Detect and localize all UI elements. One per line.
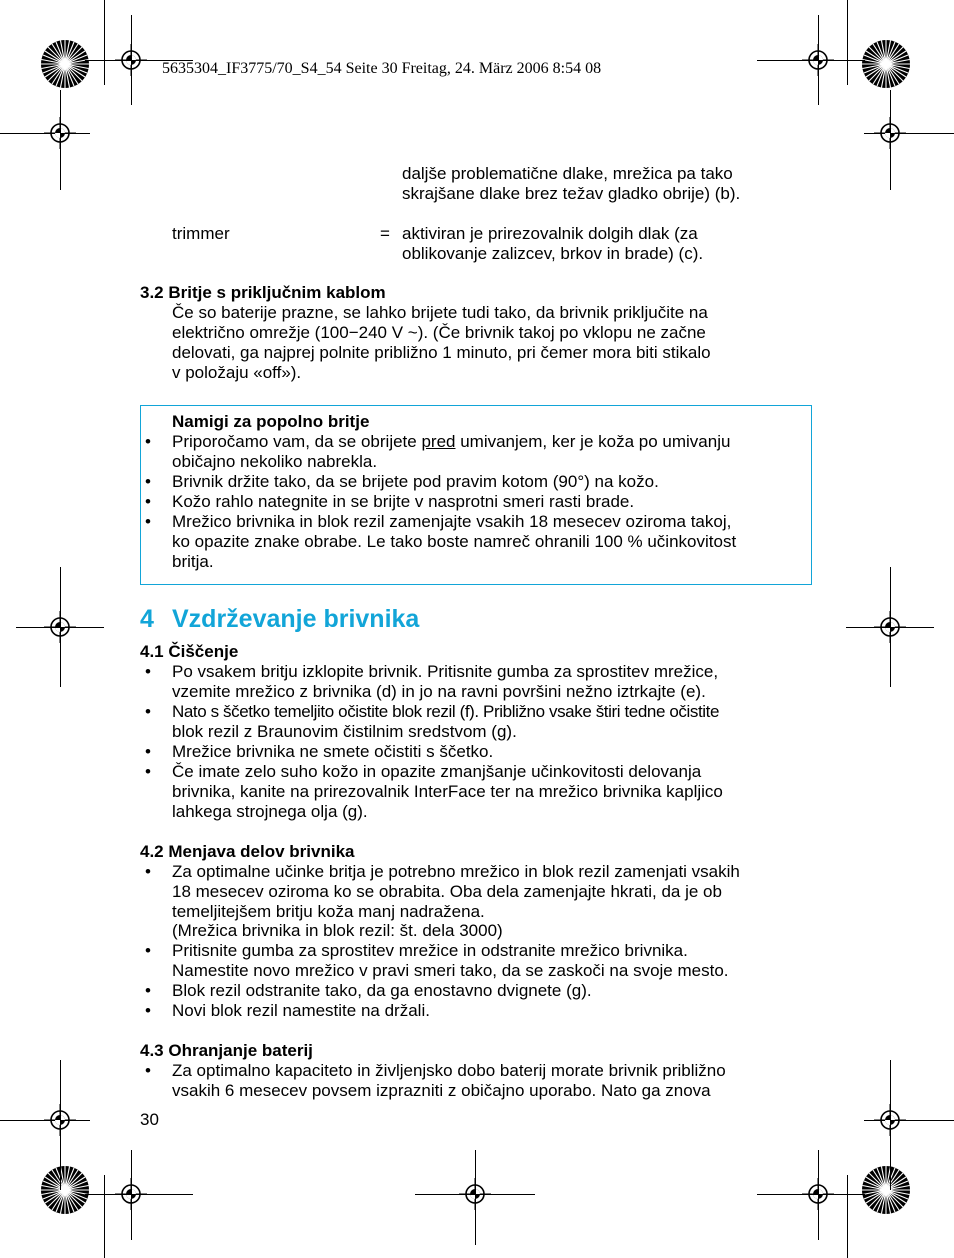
tip-item: Kožo rahlo nategnite in se brijte v nasprotni smeri rasti brade. bbox=[172, 492, 635, 511]
list-item: Novi blok rezil namestite na držali. bbox=[172, 1001, 430, 1020]
bullet-icon: • bbox=[145, 762, 151, 781]
tips-heading: Namigi za popolno britje bbox=[172, 412, 370, 431]
bullet-icon: • bbox=[145, 862, 151, 881]
list-item: vsakih 6 mesecev povsem izprazniti z običajno uporabo. Nato ga znova bbox=[172, 1081, 711, 1100]
crop-line bbox=[85, 1194, 193, 1195]
chapter-heading bbox=[140, 603, 419, 635]
tip-item: običajno nekoliko nabrekla. bbox=[172, 452, 378, 471]
crop-line bbox=[846, 627, 934, 628]
trim-line bbox=[847, 1175, 848, 1258]
crop-line bbox=[818, 15, 819, 105]
list-item: vzemite mrežico z brivnika (d) in jo na ravni površini nežno iztrkajte (e). bbox=[172, 682, 706, 701]
list-item: Pritisnite gumba za sprostitev mrežice in odstranite mrežico brivnika. bbox=[172, 941, 688, 960]
crop-line bbox=[818, 1150, 819, 1240]
paragraph-line: v položaju «off»). bbox=[172, 363, 302, 382]
paragraph-line: Če so baterije prazne, se lahko brijete tudi tako, da brivnik priključite na bbox=[172, 303, 708, 322]
crop-line bbox=[475, 1150, 476, 1245]
trim-line bbox=[104, 0, 105, 85]
crop-line bbox=[757, 1194, 865, 1195]
trimmer-label: trimmer bbox=[172, 224, 230, 243]
list-item: Blok rezil odstranite tako, da ga enostavno dvignete (g). bbox=[172, 981, 592, 1000]
trim-line bbox=[847, 0, 848, 85]
registration-mark-icon bbox=[0, 0, 1, 1]
section-heading-4-3: 4.3 Ohranjanje baterij bbox=[140, 1041, 313, 1060]
crop-line bbox=[16, 627, 104, 628]
tip-item: Brivnik držite tako, da se brijete pod pravim kotom (90°) na kožo. bbox=[172, 472, 659, 491]
bullet-icon: • bbox=[145, 941, 151, 960]
list-item: temeljitejšem britju koža manj nadražena. bbox=[172, 902, 485, 921]
chapter-number: 4 bbox=[140, 605, 154, 633]
list-item: lahkega strojnega olja (g). bbox=[172, 802, 368, 821]
list-item: Mrežice brivnika ne smete očistiti s ščetko. bbox=[172, 742, 494, 761]
bullet-icon: • bbox=[145, 981, 151, 1000]
crop-line bbox=[131, 1150, 132, 1240]
trimmer-description: aktiviran je prirezovalnik dolgih dlak (za bbox=[402, 224, 698, 243]
page-number: 30 bbox=[140, 1110, 159, 1129]
paragraph-line: električno omrežje (100−240 V ~). (Če brivnik takoj po vklopu ne začne bbox=[172, 323, 706, 342]
intro-line: daljše problematične dlake, mrežica pa tako bbox=[402, 164, 733, 183]
crop-line bbox=[890, 1060, 891, 1190]
bullet-icon: • bbox=[145, 662, 151, 681]
bullet-icon: • bbox=[145, 702, 151, 721]
crop-line bbox=[60, 1060, 61, 1190]
bullet-icon: • bbox=[145, 1001, 151, 1020]
chapter-title: Vzdrževanje brivnika bbox=[172, 605, 420, 633]
tip-item: britja. bbox=[172, 552, 214, 571]
bullet-icon: • bbox=[145, 492, 151, 511]
list-item: Namestite novo mrežico v pravi smeri tako, da se zaskoči na svoje mesto. bbox=[172, 961, 729, 980]
tip-item: ko opazite znake obrabe. Le tako boste namreč ohranili 100 % učinkovitost bbox=[172, 532, 737, 551]
equals-sign: = bbox=[380, 224, 390, 243]
tip-item: Mrežico brivnika in blok rezil zamenjajte vsakih 18 mesecev oziroma takoj, bbox=[172, 512, 732, 531]
list-item: blok rezil z Braunovim čistilnim sredstvom (g). bbox=[172, 722, 517, 741]
crop-line bbox=[890, 90, 891, 190]
bullet-icon: • bbox=[145, 1061, 151, 1080]
bullet-icon: • bbox=[145, 512, 151, 531]
list-item: Za optimalno kapaciteto in življenjsko dobo baterij morate brivnik približno bbox=[172, 1061, 726, 1080]
tip-item: Priporočamo vam, da se obrijete pred umivanjem, ker je koža po umivanju bbox=[172, 432, 731, 451]
trimmer-description: oblikovanje zalizcev, brkov in brade) (c). bbox=[402, 244, 704, 263]
section-heading-4-2: 4.2 Menjava delov brivnika bbox=[140, 842, 355, 861]
list-item: 18 mesecev oziroma ko se obrabita. Oba dela zamenjajte hkrati, da je ob bbox=[172, 882, 722, 901]
crop-line bbox=[131, 15, 132, 105]
paragraph-line: delovati, ga najprej polnite približno 1 minuto, pri čemer mora biti stikalo bbox=[172, 343, 711, 362]
list-item: Za optimalne učinke britja je potrebno mrežico in blok rezil zamenjati vsakih bbox=[172, 862, 740, 881]
print-slug: 5635304_IF3775/70_S4_54 Seite 30 Freitag, 24. März 2006 8:54 08 bbox=[162, 60, 602, 77]
underlined-word: pred bbox=[421, 432, 456, 451]
list-item: brivnika, kanite na prirezovalnik InterFace ter na mrežico brivnika kapljico bbox=[172, 782, 723, 801]
section-heading-4-1: 4.1 Čiščenje bbox=[140, 642, 239, 661]
bullet-icon: • bbox=[145, 742, 151, 761]
section-heading-3-2: 3.2 Britje s priključnim kablom bbox=[140, 283, 386, 302]
list-item: Če imate zelo suho kožo in opazite zmanjšanje učinkovitosti delovanja bbox=[172, 762, 702, 781]
crop-line bbox=[757, 60, 865, 61]
list-item: Nato s ščetko temeljito očistite blok rezil (f). Približno vsake štiri tedne očistite bbox=[172, 702, 720, 721]
intro-line: skrajšane dlake brez težav gladko obrije) (b). bbox=[402, 184, 741, 203]
trim-line bbox=[104, 1175, 105, 1258]
bullet-icon: • bbox=[145, 472, 151, 491]
list-item: Po vsakem britju izklopite brivnik. Pritisnite gumba za sprostitev mrežice, bbox=[172, 662, 719, 681]
crop-line bbox=[60, 90, 61, 190]
bullet-icon: • bbox=[145, 432, 151, 451]
list-item: (Mrežica brivnika in blok rezil: št. dela 3000) bbox=[172, 921, 503, 940]
